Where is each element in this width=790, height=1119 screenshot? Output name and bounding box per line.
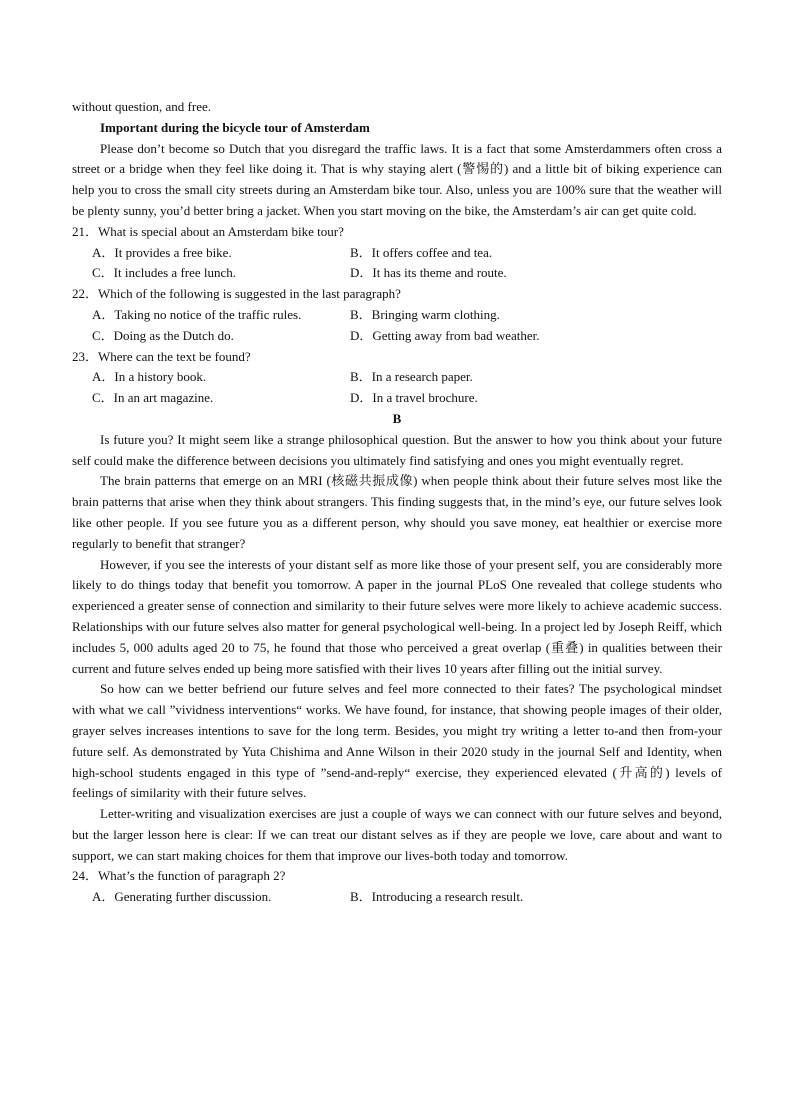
paragraph: Letter-writing and visualization exercises are just a couple of ways we can connect with our future selves and beyond, but the larger lesson here is clear: If we can treat our distant selves as if they are people we love, care about and want to support, we can start making choices for them that improve our lives-both today and tomorrow.	[72, 806, 722, 863]
paragraph: Is future you? It might seem like a strange philosophical question. But the answer to how you think about your future self could make the difference between decisions you ultimately find satisfying and ones you might eventually regret.	[72, 431, 722, 468]
option-b: B．It offers coffee and tea.	[350, 244, 493, 260]
question-stem: 22．Which of the following is suggested in the last paragraph?	[72, 286, 401, 302]
question-stem: 23．Where can the text be found?	[72, 348, 251, 364]
option-b: B．In a research paper.	[350, 369, 473, 385]
paragraph: So how can we better befriend our future selves and feel more connected to their fates? The psychological mindset with what we call ”vividness interventions“ works. We have found, for instance, that showing people images of their older, grayer selves increases intentions to save for the long term. Besides, you might try writing a letter to-and then from-your future self. As demonstrated by Yuta Chishima and Anne Wilson in their 2020 study in the journal Self and Identity, when high-school students engaged in this type of ”send-and-reply“ exercise, they experienced elevated (升高的) levels of feelings of similarity with their future selves.	[72, 681, 722, 801]
paragraph: The brain patterns that emerge on an MRI (核磁共振成像) when people think about their future selves most like the brain patterns that arise when they think about strangers. This finding suggests that, in the mind’s eye, our future selves look like other people. If you see future you as a different person, why should you save money, eat healthier or exercise more regularly to benefit that stranger?	[72, 473, 722, 551]
option-b: B．Introducing a research result.	[350, 889, 524, 905]
option-c: C．It includes a free lunch.	[92, 265, 237, 281]
option-d: D．Getting away from bad weather.	[350, 327, 540, 343]
paragraph: Please don’t become so Dutch that you disregard the traffic laws. It is a fact that some Amsterdammers often cross a street or a bridge when they feel like doing it. That is why staying alert (警惕的) and a little bit of biking experience can help you to cross the small city streets during an Amsterdam bike tour. Also, unless you are 100% sure that the weather will be plenty sunny, you’d better bring a jacket. When you start moving on the bike, the Amsterdam’s air can get quite cold.	[72, 140, 722, 218]
question-22	[72, 284, 722, 346]
option-d: D．In a travel brochure.	[350, 390, 478, 406]
option-a: A．Taking no notice of the traffic rules.	[92, 306, 302, 322]
option-a: A．In a history book.	[92, 369, 207, 385]
document-page	[72, 97, 722, 908]
section-label: B	[392, 410, 402, 426]
option-a: A．It provides a free bike.	[92, 244, 232, 260]
option-a: A．Generating further discussion.	[92, 889, 272, 905]
question-21	[72, 222, 722, 284]
option-d: D．It has its theme and route.	[350, 265, 507, 281]
question-stem: 21．What is special about an Amsterdam bike tour?	[72, 223, 344, 239]
option-c: C．In an art magazine.	[92, 390, 214, 406]
question-23	[72, 347, 722, 409]
section-heading: Important during the bicycle tour of Amsterdam	[100, 119, 370, 135]
option-b: B．Bringing warm clothing.	[350, 306, 500, 322]
option-c: C．Doing as the Dutch do.	[92, 327, 234, 343]
top-line: without question, and free.	[72, 99, 211, 114]
question-24	[72, 866, 722, 908]
paragraph: However, if you see the interests of your distant self as more like those of your present self, you are considerably more likely to do things today that benefit you tomorrow. A paper in the journal PLoS One revealed that college students who experienced a greater sense of connection and similarity to their future selves were more likely to achieve academic success. Relationships with our future selves also matter for general psychological well-being. In a project led by Joseph Reiff, which includes 5, 000 adults aged 20 to 75, he found that those who perceived a great overlap (重叠) in qualities between their current and future selves ended up being more satisfied with their lives 10 years after filling out the initial survey.	[72, 556, 722, 676]
question-stem: 24．What’s the function of paragraph 2?	[72, 868, 286, 884]
